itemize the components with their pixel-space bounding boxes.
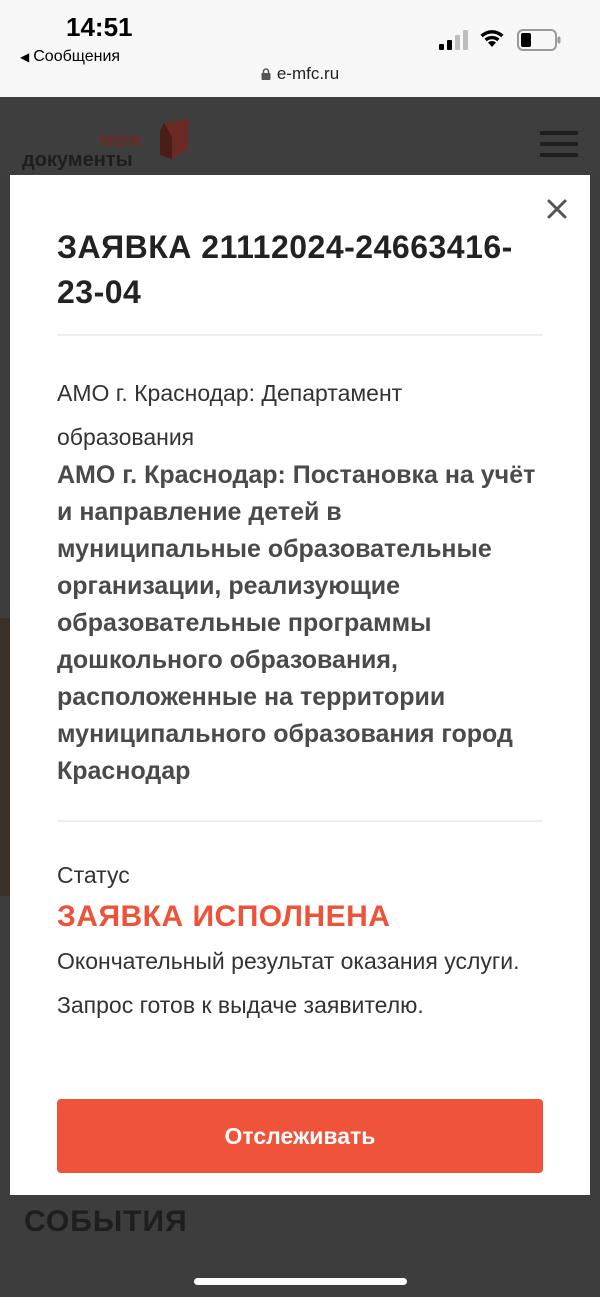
status-value: ЗАЯВКА ИСПОЛНЕНА (57, 900, 391, 933)
track-button[interactable]: Отслеживать (57, 1099, 543, 1173)
logo-text-bottom: документы (22, 149, 133, 171)
divider (57, 820, 543, 822)
battery-icon (517, 29, 561, 51)
status-description: Окончательный результат оказания услуги. Запрос готов к выдаче заявителю. (57, 948, 520, 1018)
clock-time: 14:51 (66, 12, 133, 42)
back-app-label: Сообщения (33, 48, 121, 65)
status-label: Статус (57, 862, 130, 888)
wifi-icon (478, 27, 506, 49)
logo-mark-icon (150, 119, 190, 163)
close-icon[interactable] (545, 197, 569, 221)
organization-name: АМО г. Краснодар: Департамент образования (57, 380, 403, 450)
menu-bar (540, 142, 578, 146)
home-indicator[interactable] (194, 1278, 407, 1285)
site-header (0, 97, 600, 177)
logo-text-top: мои (100, 129, 143, 151)
address-bar[interactable] (0, 64, 600, 84)
url-text: e-mfc.ru (276, 64, 340, 83)
site-logo[interactable] (22, 119, 192, 169)
menu-bar (540, 131, 578, 135)
back-triangle-icon: ◀ (20, 50, 30, 64)
lock-icon (261, 68, 271, 80)
background-image-strip (0, 618, 10, 896)
ios-status-bar (0, 0, 600, 97)
cellular-signal-icon (439, 30, 469, 50)
divider (57, 334, 543, 336)
events-heading: СОБЫТИЯ (24, 1205, 188, 1238)
application-title: ЗАЯВКА 21112024-24663416-23-04 (57, 229, 513, 310)
menu-icon[interactable] (540, 131, 578, 159)
application-modal (10, 175, 590, 1195)
menu-bar (540, 153, 578, 157)
service-name: АМО г. Краснодар: Постановка на учёт и направление детей в муниципальные образовательные организации, реализующие образовательные программы дошкольного образования, расположенные на территории муниципального образования город Краснодар (57, 461, 536, 785)
